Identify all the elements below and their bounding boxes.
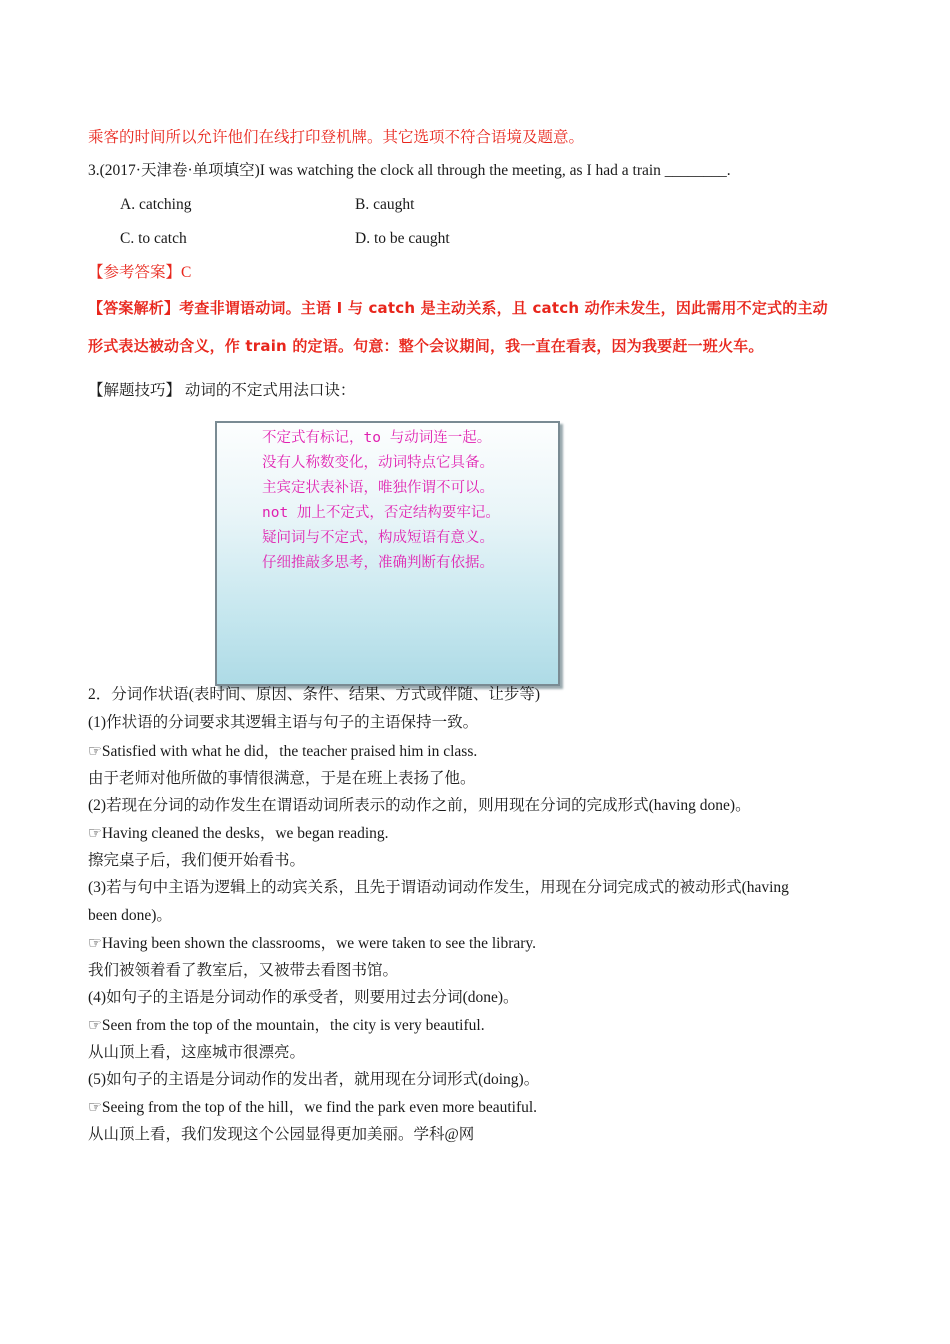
question-text: 3.(2017·天津卷·单项填空)I was watching the clock all through the meeting, as I had a train ________. — [88, 162, 731, 179]
example-1-cn: 由于老师对他所做的事情很满意，于是在班上表扬了他。 — [88, 770, 476, 787]
option-b: B. caught — [355, 196, 415, 213]
rule-3-line1: (3)若与句中主语为逻辑上的动宾关系，且先于谓语动词动作发生，用现在分词完成式的被动形式(having — [88, 879, 789, 896]
rhyme-line: 主宾定状表补语，唯独作谓不可以。 — [262, 480, 494, 496]
example-4-cn: 从山顶上看，这座城市很漂亮。 — [88, 1044, 306, 1061]
rhyme-line: 没有人称数变化，动词特点它具备。 — [262, 455, 494, 471]
intro-red-text: 乘客的时间所以允许他们在线打印登机牌。其它选项不符合语境及题意。 — [88, 129, 585, 146]
example-3-en: ☞Having been shown the classrooms，we were taken to see the library. — [88, 935, 537, 952]
reference-answer: 【参考答案】C — [88, 264, 192, 281]
rhyme-line: not 加上不定式，否定结构要牢记。 — [262, 505, 500, 521]
example-2-cn: 擦完桌子后，我们便开始看书。 — [88, 852, 306, 869]
rhyme-line: 仔细推敲多思考，准确判断有依据。 — [262, 555, 494, 571]
rhyme-line: 不定式有标记，to 与动词连一起。 — [262, 430, 492, 446]
rhyme-box — [215, 421, 560, 686]
option-a: A. catching — [120, 196, 192, 213]
answer-analysis-line1: 【答案解析】考查非谓语动词。主语 I 与 catch 是主动关系，且 catch 动作未发生，因此需用不定式的主动 — [88, 299, 828, 317]
rhyme-line: 疑问词与不定式，构成短语有意义。 — [262, 530, 494, 546]
rule-1: (1)作状语的分词要求其逻辑主语与句子的主语保持一致。 — [88, 714, 479, 731]
rule-5: (5)如句子的主语是分词动作的发出者，就用现在分词形式(doing)。 — [88, 1071, 540, 1088]
example-3-cn: 我们被领着看了教室后，又被带去看图书馆。 — [88, 962, 399, 979]
section2-heading: 2．分词作状语(表时间、原因、条件、结果、方式或伴随、让步等) — [88, 686, 541, 703]
tip-heading: 【解题技巧】 动词的不定式用法口诀： — [88, 382, 356, 399]
option-c: C. to catch — [120, 230, 187, 247]
rule-2: (2)若现在分词的动作发生在谓语动词所表示的动作之前，则用现在分词的完成形式(having done)。 — [88, 797, 751, 814]
option-d: D. to be caught — [355, 230, 450, 247]
example-4-en: ☞Seen from the top of the mountain，the city is very beautiful. — [88, 1017, 485, 1034]
rule-3-line2: been done)。 — [88, 907, 172, 924]
answer-analysis-line2: 形式表达被动含义，作 train 的定语。句意：整个会议期间，我一直在看表，因为我要赶一班火车。 — [88, 337, 764, 355]
example-5-en: ☞Seeing from the top of the hill，we find the park even more beautiful. — [88, 1099, 538, 1116]
rule-4: (4)如句子的主语是分词动作的承受者，则要用过去分词(done)。 — [88, 989, 519, 1006]
example-5-cn: 从山顶上看，我们发现这个公园显得更加美丽。学科@网 — [88, 1126, 475, 1143]
example-2-en: ☞Having cleaned the desks，we began reading. — [88, 825, 389, 842]
example-1-en: ☞Satisfied with what he did，the teacher praised him in class. — [88, 743, 478, 760]
